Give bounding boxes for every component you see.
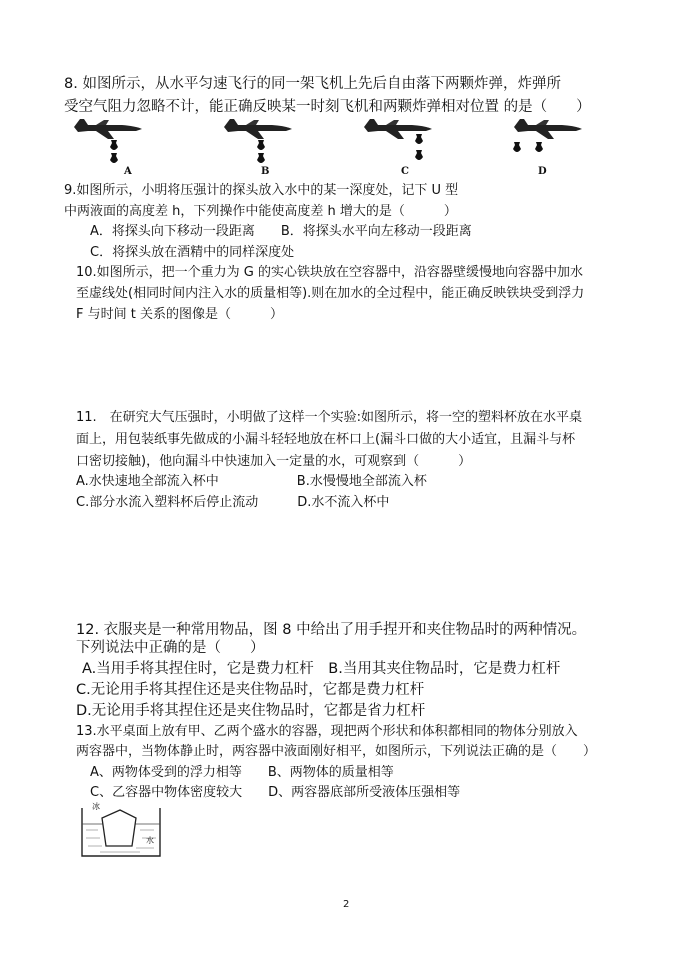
bomb-icon xyxy=(513,142,521,152)
q13-options-cd: C、乙容器中物体密度较大 D、两容器底部所受液体压强相等 xyxy=(90,785,461,800)
bomb-icon xyxy=(110,153,118,163)
q9-line-1: 9.如图所示，小明将压强计的探头放入水中的某一深度处，记下 U 型 xyxy=(64,183,459,198)
figure-label-a: A xyxy=(124,166,132,177)
page-number: 2 xyxy=(343,899,350,910)
q11-line-3: 口密切接触)，他向漏斗中快速加入一定量的水，可观察到（ ） xyxy=(76,454,472,469)
q11-line-1: 11. 在研究大气压强时，小明做了这样一个实验:如图所示，将一空的塑料杯放在水平桌 xyxy=(76,410,583,425)
plane-icon xyxy=(224,119,292,139)
q12-options-ab: A.当用手将其捏住时，它是费力杠杆 B.当用其夹住物品时，它是费力杠杆 xyxy=(82,661,561,677)
q10-line-2: 至虚线处(相同时间内注入水的质量相等).则在加水的全过程中，能正确反映铁块受到浮力 xyxy=(76,286,585,301)
bomb-icon xyxy=(257,140,265,150)
q13-label-water: 水 xyxy=(146,836,154,845)
plane-icon xyxy=(514,119,582,139)
q12-line-1: 12. 衣服夹是一种常用物品，图 8 中给出了用手捏开和夹住物品时的两种情况。 xyxy=(76,622,587,638)
q8-line-2: 受空气阻力忽略不计，能正确反映某一时刻飞机和两颗炸弹相对位置 的是（ ） xyxy=(64,99,591,115)
bomb-icon xyxy=(415,150,423,160)
figure-label-d: D xyxy=(538,166,547,177)
q9-options-ab: A．将探头向下移动一段距离 B．将探头水平向左移动一段距离 xyxy=(90,224,472,239)
q11-options-ab: A.水快速地全部流入杯中 B.水慢慢地全部流入杯 xyxy=(76,474,427,489)
q12-line-2: 下列说法中正确的是（ ） xyxy=(76,640,265,656)
q8-line-1: 8. 如图所示，从水平匀速飞行的同一架飞机上先后自由落下两颗炸弹，炸弹所 xyxy=(64,76,561,92)
q12-option-d: D.无论用手将其捏住还是夹住物品时，它都是省力杠杆 xyxy=(76,703,426,719)
q12-option-c: C.无论用手将其捏住还是夹住物品时，它都是费力杠杆 xyxy=(76,682,425,698)
bomb-icon xyxy=(110,140,118,150)
q13-line-1: 13.水平桌面上放有甲、乙两个盛水的容器，现把两个形状和体积都相同的物体分别放入 xyxy=(76,724,578,739)
q13-container-figure xyxy=(80,806,164,858)
bomb-icon xyxy=(535,142,543,152)
q9-line-2: 中两液面的高度差 h，下列操作中能使高度差 h 增大的是（ ） xyxy=(64,204,457,219)
bomb-icon xyxy=(257,153,265,163)
q9-option-c: C．将探头放在酒精中的同样深度处 xyxy=(90,245,295,260)
plane-icon xyxy=(74,119,142,139)
figure-label-b: B xyxy=(261,166,270,177)
q13-label-ice: 冰 xyxy=(92,802,100,811)
plane-icon xyxy=(364,119,432,139)
q11-line-2: 面上，用包装纸事先做成的小漏斗轻轻地放在杯口上(漏斗口做的大小适宜，且漏斗与杯 xyxy=(76,432,576,447)
q10-line-3: F 与时间 t 关系的图像是（ ） xyxy=(76,307,283,322)
q11-options-cd: C.部分水流入塑料杯后停止流动 D.水不流入杯中 xyxy=(76,495,390,510)
q13-options-ab: A、两物体受到的浮力相等 B、两物体的质量相等 xyxy=(90,765,394,780)
figure-label-c: C xyxy=(401,166,409,177)
q10-line-1: 10.如图所示，把一个重力为 G 的实心铁块放在空容器中，沿容器壁缓慢地向容器中加水 xyxy=(76,265,584,280)
bomb-icon xyxy=(415,134,423,144)
q13-line-2: 两容器中，当物体静止时，两容器中液面刚好相平，如图所示，下列说法正确的是（ ） xyxy=(76,744,597,759)
